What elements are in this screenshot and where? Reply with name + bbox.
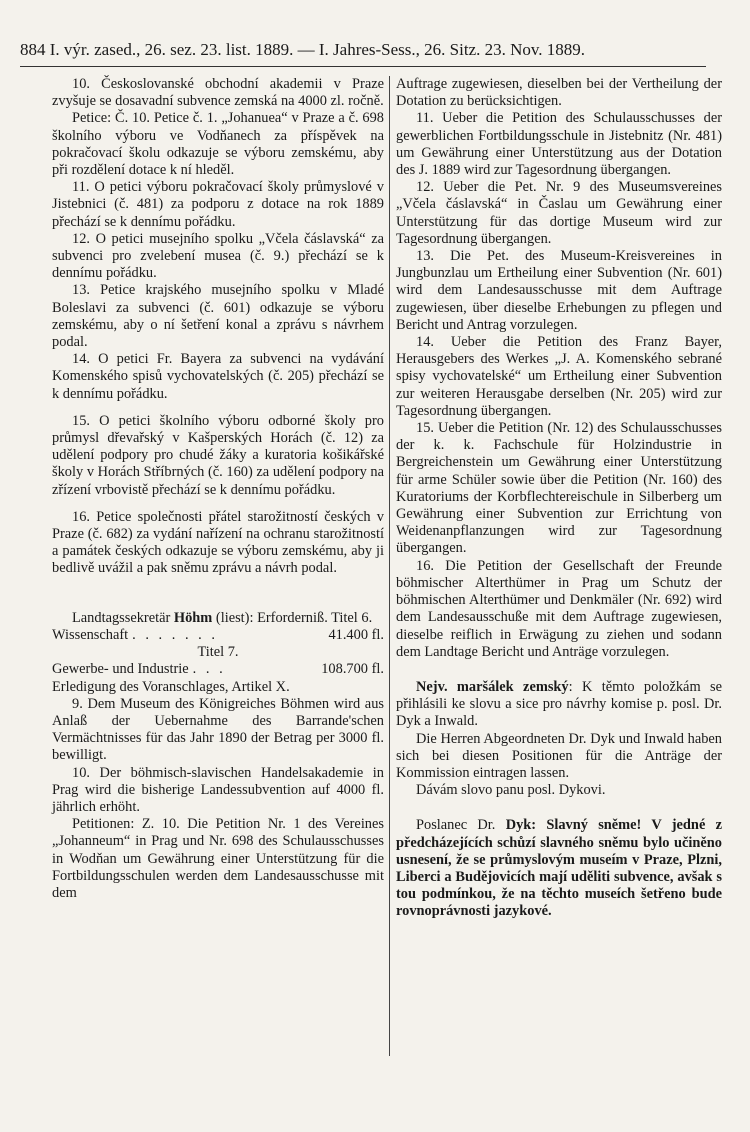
resolution-16: 16. Petice společnosti přátel starožitností českých v Praze (č. 682) za vydání nařízení na ochranu starožitností a památek českých odkazuje se výboru zemskému, aby ji bedlivě uvážil a pak sněmu zprávu a návrh podal.	[52, 508, 384, 577]
page-header: 884 I. výr. zased., 26. sez. 23. list. 1889. — I. Jahres-Sess., 26. Sitz. 23. Nov. 1889.	[20, 40, 706, 67]
budget-value: 108.700 fl.	[321, 661, 384, 678]
resolution-15-de: 15. Ueber die Petition (Nr. 12) des Schulausschusses der k. k. Fachschule für Holzindustrie in Bergreichenstein um Gewährung einer Unterstützung für arme Schüler sowie über die Petition (Nr. 160) des Kuratoriums der Korbflechtereischule in Silberberg um Gewährung einer Subvention zur Errichtung von Weidenanpflanzungen wird zur Tagesordnung übergangen.	[396, 420, 722, 557]
resolution-9-de: 9. Dem Museum des Königreiches Böhmen wird aus Anlaß der Uebernahme des Barrande'schen Vermächtnisses für das Jahr 1890 der Betrag per 3000 fl. bewilligt.	[52, 695, 384, 764]
leader-dots: . . .	[192, 661, 226, 678]
resolution-13-de: 13. Die Pet. des Museum-Kreisvereines in Jungbunzlau um Ertheilung einer Subvention (Nr. 601) wird dem Landesausschusse mit dem Auftrage zugewiesen, über dieselbe Erhebungen zu pflegen und Bericht und Antrag vorzulegen.	[396, 248, 722, 333]
secretary-name: Höhm	[173, 609, 213, 626]
budget-row-wissenschaft	[52, 627, 384, 644]
budget-label: Wissenschaft	[52, 626, 129, 643]
leader-dots: . . . . . . .	[132, 626, 218, 643]
resolution-13: 13. Petice krajského musejního spolku v Mladé Boleslavi za subvenci (č. 601) odkazuje se výboru zemskému, aby o ní šetření konal a zprávu s návrhem podal.	[52, 282, 384, 351]
speaker-prefix: Poslanec Dr.	[416, 817, 496, 834]
left-column	[52, 76, 384, 902]
budget-row-gewerbe	[52, 661, 384, 678]
speaker-name: Nejv. maršálek zemský	[416, 678, 569, 695]
resolution-10-de: 10. Der böhmisch-slavischen Handelsakademie in Prag wird die bisherige Landessubvention auf 4000 fl. jährlich erhöht.	[52, 764, 384, 815]
titel-heading: Titel 7.	[197, 644, 239, 661]
dyk-speech	[396, 817, 722, 920]
continuation-text: Auftrage zugewiesen, dieselben bei der Vertheilung der Dotation zu berücksichtigen.	[396, 76, 722, 110]
resolution-14-de: 14. Ueber die Petition des Franz Bayer, Herausgebers des Werkes „J. A. Komenského sebrané spisy vychovatelské“ um Ertheilung einer Subvention zur weiteren Herausgabe derselben (Nr. 205) wird zur Tagesordnung übergangen.	[396, 334, 722, 419]
resolution-11-de: 11. Ueber die Petition des Schulausschusses der gewerblichen Fortbildungsschule in Jistebnitz (Nr. 481) um Gewährung einer Unterstützung aus der Dotation des J. 1889 wird zur Tagesordnung übergangen.	[396, 110, 722, 179]
speech-text: : Slavný sněme! V jedné z předcházejících schůzí slavného sněmu bylo učiněno usnesení, že se průmyslovým museím v Praze, Plzni, Liberci a Budějovicích mají uděliti subvence, avšak s tou podmínkou, že na těchto museích šetřeno bude rovnoprávnosti jazykové.	[396, 817, 722, 920]
resolution-16-de: 16. Die Petition der Gesellschaft der Freunde böhmischer Alterthümer in Prag um Schutz der böhmischen Alterthümer und Denkmäler (Nr. 692) wird dem Landesausschuße mit dem Auftrage zugewiesen, dieselbe reiflich in Erwägung zu ziehen und sodann dem Landtage Bericht und Anträge vorzulegen.	[396, 557, 722, 660]
floor-given: Dávám slovo panu posl. Dykovi.	[416, 782, 606, 799]
marshal-statement-de: Die Herren Abgeordneten Dr. Dyk und Inwald haben sich bei diesen Positionen für die Anträge der Kommission eintragen lassen.	[396, 730, 722, 781]
petitions-de: Petitionen: Z. 10. Die Petition Nr. 1 des Vereines „Johanneum“ in Prag und Nr. 698 des Schulausschusses in Wodňan um Gewährung einer Unterstützung für die Fortbildungsschulen werden dem Landesausschusse mit dem	[52, 816, 384, 901]
speaker-name: Dyk	[505, 817, 532, 834]
secretary-title: Landtagssekretär	[72, 609, 171, 626]
column-divider	[389, 76, 390, 1056]
petition-10: Petice: Č. 10. Petice č. 1. „Johanuea“ v Praze a č. 698 školního výboru ve Vodňanech za příspěvek na pokračovací školu odkazuje se výboru zemskému, aby při rozdělení dotace k ní hleděl.	[52, 110, 384, 179]
resolution-14: 14. O petici Fr. Bayera za subvenci na vydávání Komenského spisů vychovatelských (č. 205) přechází se k dennímu pořádku.	[52, 351, 384, 402]
resolution-12: 12. O petici musejního spolku „Včela čáslavská“ za subvenci pro zvelebení musea (č. 9.) přechází se k dennímu pořádku.	[52, 230, 384, 282]
resolution-15: 15. O petici školního výboru odborné školy pro průmysl dřevařský v Kašperských Horách (č. 12) za udělení podpory pro chudé žáky a kuratoria košikářské školy v Horách Stříbrných (č. 160) za udělení podpory na zřízení vrbovistě přechází se k dennímu pořádku.	[52, 412, 384, 498]
erledigung-line: Erledigung des Voranschlages, Artikel X.	[52, 678, 290, 695]
right-column	[396, 76, 722, 921]
secretary-text: (liest): Erforderniß. Titel 6.	[215, 609, 373, 626]
marshal-statement	[396, 679, 722, 731]
budget-label: Gewerbe- und Industrie	[52, 661, 189, 678]
speaker-text: : K těmto položkám se přihlásili ke slovu a sice pro návrhy komise p. posl. Dr. Dyk a Inwald.	[396, 678, 722, 730]
resolution-11: 11. O petici výboru pokračovací školy průmyslové v Jistebnici (č. 481) za podporu z dotace na rok 1889 přechází se k dennímu pořádku.	[52, 179, 384, 230]
secretary-reading	[52, 610, 384, 627]
budget-value: 41.400 fl.	[328, 626, 384, 643]
resolution-12-de: 12. Ueber die Pet. Nr. 9 des Museumsvereines „Včela čáslavská“ in Časlau um Gewährung einer Unterstützung für das dortige Museum wird zur Tagesordnung übergangen.	[396, 179, 722, 247]
resolution-10: 10. Českoslovanské obchodní akademii v Praze zvyšuje se dosavadní subvence zemská na 4000 zl. ročně.	[52, 76, 384, 110]
